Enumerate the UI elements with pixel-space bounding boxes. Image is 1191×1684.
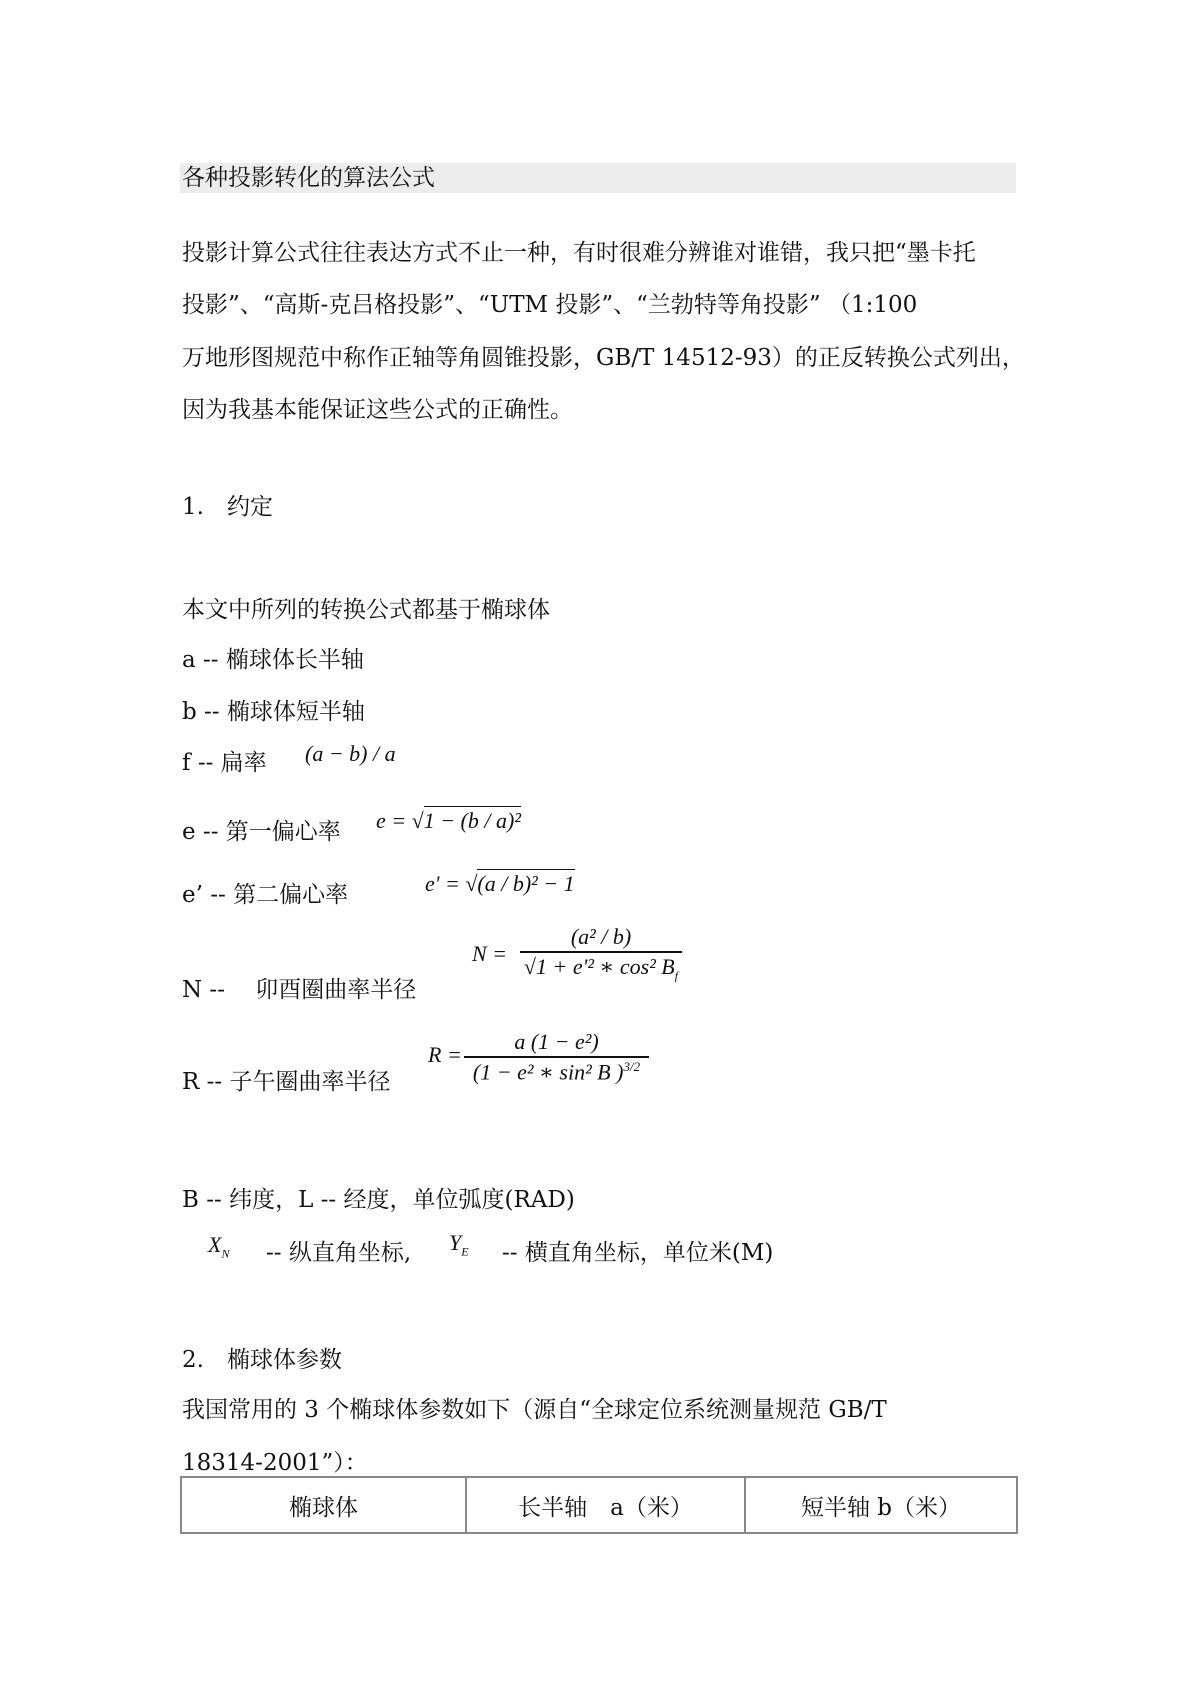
def-e: e -- 第一偏心率	[182, 819, 341, 845]
ellipsoid-parameters-table	[180, 1476, 1018, 1534]
xn-symbol	[208, 1232, 229, 1261]
ye-letter: Y	[449, 1230, 462, 1255]
R-den-exp: 3/2	[623, 1059, 641, 1074]
table-header-cell: 短半轴 b（米）	[745, 1477, 1017, 1533]
R-numerator: a (1 − e²)	[514, 1029, 599, 1054]
intro-line-3: 万地形图规范中称作正轴等角圆锥投影，GB/T 14512-93）的正反转换公式列出，	[182, 345, 1025, 371]
e-radicand: 1 − (b / a)²	[423, 808, 521, 833]
e-lhs: e =	[376, 808, 407, 833]
table-header-cell: 椭球体	[181, 1477, 466, 1533]
intro-line-2: 投影”、“高斯-克吕格投影”、“UTM 投影”、“兰勃特等角投影” （1:100	[182, 292, 918, 318]
section2-intro-line-2: 18314-2001”）：	[182, 1450, 368, 1476]
formula-R-lhs: R =	[428, 1042, 462, 1067]
def-R: R -- 子午圈曲率半径	[182, 1069, 391, 1095]
intro-line-4: 因为我基本能保证这些公式的正确性。	[182, 397, 573, 423]
e2-lhs: e' =	[425, 871, 460, 896]
N-den-sub: f	[674, 968, 679, 983]
section2-heading: 2. 椭球体参数	[182, 1347, 342, 1373]
ye-symbol	[449, 1230, 469, 1259]
coords-line: B -- 纬度，L -- 经度，单位弧度(RAD)	[182, 1187, 575, 1213]
section1-heading: 1. 约定	[182, 494, 273, 520]
N-numerator: (a² / b)	[570, 924, 632, 949]
section2-intro-line-1: 我国常用的 3 个椭球体参数如下（源自“全球定位系统测量规范 GB/T	[182, 1397, 887, 1423]
formula-first-eccentricity	[376, 808, 521, 834]
intro-line-1: 投影计算公式往往表达方式不止一种，有时很难分辨谁对谁错，我只把“墨卡托	[182, 240, 976, 266]
ellipsoid-basis-text: 本文中所列的转换公式都基于椭球体	[182, 597, 550, 623]
fraction-bar	[520, 951, 682, 953]
def-b: b -- 椭球体短半轴	[182, 699, 365, 725]
def-f: f -- 扁率	[182, 750, 267, 776]
sqrt-symbol: √	[465, 871, 478, 896]
table-header-row	[181, 1477, 1017, 1533]
fraction-bar	[464, 1056, 649, 1058]
sqrt-symbol: √	[411, 808, 424, 833]
def-a: a -- 椭球体长半轴	[182, 647, 364, 673]
def-e-prime: e’ -- 第二偏心率	[182, 882, 349, 908]
table-header-cell: 长半轴 a（米）	[466, 1477, 745, 1533]
R-denominator	[464, 1059, 649, 1085]
e2-radicand: (a / b)² − 1	[477, 871, 575, 896]
ye-description: -- 横直角坐标，单位米(M)	[502, 1240, 774, 1266]
xn-description: -- 纵直角坐标,	[266, 1240, 412, 1266]
formula-N-lhs: N =	[472, 941, 508, 966]
N-den-text: 1 + e'² ∗ cos² B	[536, 954, 675, 979]
N-denominator: √1 + e'² ∗ cos² $B_f$	[523, 954, 679, 983]
formula-N-fraction	[520, 924, 682, 983]
xn-subscript: N	[221, 1246, 230, 1261]
R-den-text: (1 − e² ∗ sin² B )	[472, 1059, 624, 1085]
formula-flattening: (a − b) / a	[305, 741, 396, 766]
page-title: 各种投影转化的算法公式	[182, 165, 435, 191]
formula-second-eccentricity	[425, 871, 575, 897]
xn-letter: X	[208, 1232, 222, 1257]
ye-subscript: E	[461, 1244, 469, 1259]
formula-R-fraction	[464, 1029, 649, 1085]
def-N: N -- 卯酉圈曲率半径	[182, 977, 417, 1003]
